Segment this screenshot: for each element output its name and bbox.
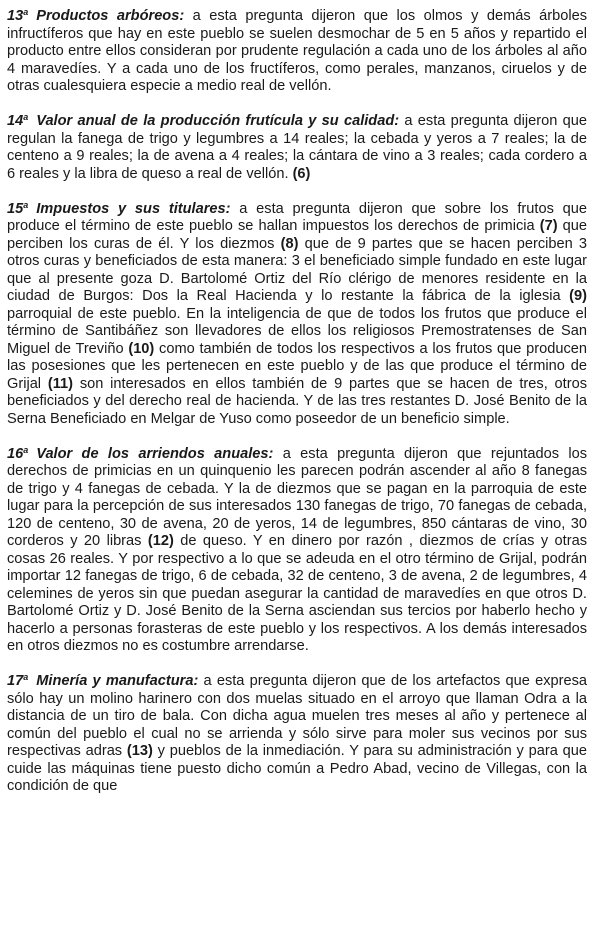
footnote-reference: (7) bbox=[539, 218, 558, 234]
section-14 bbox=[7, 113, 587, 183]
footnote-reference: (12) bbox=[147, 533, 174, 549]
body-text: son interesados en ellos también de 9 partes que se hacen de tres, otros beneficiados y del derecho real de hacienda. Y de las tres restantes D. José Benito de la Serna Beneficiado en Melgar de Yuso como poseedor de un beneficio simple. bbox=[7, 375, 588, 427]
body-text: a esta pregunta dijeron que rejuntados los derechos de primicias en un quinquenio les parecen podrán ascender al año 8 fanegas de trigo y 4 fanegas de cebada. Y la de diezmos que se pagan en la parroquia de este lugar para la percepción de sus interesados 130 fanegas de trigo, 70 fanegas de cebada, 120 de centeno, 30 de avena, 20 de yeros, 14 de legumbres, 850 cántaras de vino, 30 corderos y 20 libras bbox=[7, 445, 587, 549]
section-15 bbox=[7, 201, 587, 429]
footnote-reference: (10) bbox=[128, 340, 155, 357]
section-title: Valor anual de la producción frutícula y su calidad: bbox=[36, 113, 400, 129]
section-title: Valor de los arriendos anuales: bbox=[36, 445, 274, 462]
section-number: 17$^a$ bbox=[7, 672, 29, 689]
body-text: parroquial de este pueblo. En la inteligencia de que de todos los frutos que produce el término de Santibáñez son llevadores de ellos los religiosos Premostratenses de San Miguel de Treviño bbox=[7, 305, 587, 357]
section-title: Productos arbóreos: bbox=[36, 8, 185, 24]
body-text: de queso. Y en dinero por razón , diezmos de crías y otras cosas 26 reales. Y por respectivo a lo que se adeuda en el otro término de Grijal, podrán importar 12 fanegas de trigo, 6 de cebada, 32 de centeno, 3 de avena, 2 de legumbres, 4 celemines de yeros sin que puedan asegurar la cantidad de maravedíes en que otros D. Bartolomé Ortiz y D. José Benito de la Serna asciendan sus tercios por haberlo hecho y hacerlo a personas forasteras de este pueblo y los respectivos. A los demás interesados en otros diezmos no es costumbre arrendarse. bbox=[7, 533, 588, 654]
body-text: a esta pregunta dijeron que sobre los frutos que produce el término de este pueblo se hallan impuestos los derechos de primicia bbox=[7, 200, 587, 234]
document-page bbox=[7, 8, 587, 813]
body-text: que perciben los curas de él. Y los diezmos bbox=[7, 218, 588, 252]
section-title: Impuestos y sus titulares: bbox=[36, 200, 231, 217]
body-text: como también de todos los respectivos a los frutos que producen las posesiones que les pertenecen en este pueblo y de las que produce el término de Grijal bbox=[7, 340, 587, 392]
ordinal-indicator: a bbox=[23, 112, 29, 122]
section-13 bbox=[7, 8, 587, 96]
section-17 bbox=[7, 673, 587, 796]
section-number: 16$^a$ bbox=[7, 444, 29, 462]
body-text: a esta pregunta dijeron que los olmos y demás árboles infructíferos que hay en este pueblo se suelen desmochar de 5 en 5 años y repartido el producto entre ellos consideran por prudente regulación a cada uno de los árboles al año 4 maravedíes. Y a cada uno de los fructíferos, como perales, manzanos, ciruelos y de otras cualesquiera especie a medio real de vellón. bbox=[7, 8, 587, 94]
footnote-reference: (8) bbox=[280, 235, 299, 252]
footnote-reference: (6) bbox=[292, 165, 311, 182]
ordinal-indicator: a bbox=[23, 7, 29, 17]
footnote-reference: (13) bbox=[126, 743, 153, 759]
section-title: Minería y manufactura: bbox=[36, 673, 199, 689]
body-text: y pueblos de la inmediación. Y para su administración y para que cuide las máquinas tiene puesto dicho común a Pedro Abad, vecino de Villegas, con la condición de que bbox=[7, 743, 587, 794]
body-text: que de 9 partes que se hacen perciben 3 otros curas y beneficiados de esta manera: 3 el beneficiado simple fundado en este lugar que al presente goza D. Bartolomé Ortiz del Río clérigo de menores residente en la ciudad de Burgos: Dos la Real Hacienda y lo restante la fábrica de la iglesia bbox=[7, 235, 588, 304]
section-16 bbox=[7, 446, 587, 656]
ordinal-indicator: a bbox=[23, 444, 29, 455]
section-number: 13$^a$ bbox=[7, 7, 29, 24]
ordinal-indicator: a bbox=[23, 199, 29, 210]
section-number: 15$^a$ bbox=[7, 199, 29, 217]
body-text: a esta pregunta dijeron que regulan la fanega de trigo y legumbres a 14 reales; la cebada y yeros a 7 reales; la de centeno a 9 reales; la de avena a 4 reales; la cántara de vino a 3 reales; cada cordero a 6 reales y la libra de queso a real de vellón. bbox=[7, 113, 587, 182]
body-text: a esta pregunta dijeron que de los artefactos que expresa sólo hay un molino harinero con dos muelas situado en el arroyo que llaman Odra a la distancia de un tiro de bala. Con dicha agua muelen tres meses al año y pertenece al común del pueblo el cual no se arrienda y sólo sirve para moler sus vecinos por sus respectivas adras bbox=[7, 673, 588, 759]
section-number: 14$^a$ bbox=[7, 112, 29, 129]
footnote-reference: (9) bbox=[569, 288, 587, 304]
footnote-reference: (11) bbox=[47, 375, 74, 392]
ordinal-indicator: a bbox=[23, 672, 29, 682]
